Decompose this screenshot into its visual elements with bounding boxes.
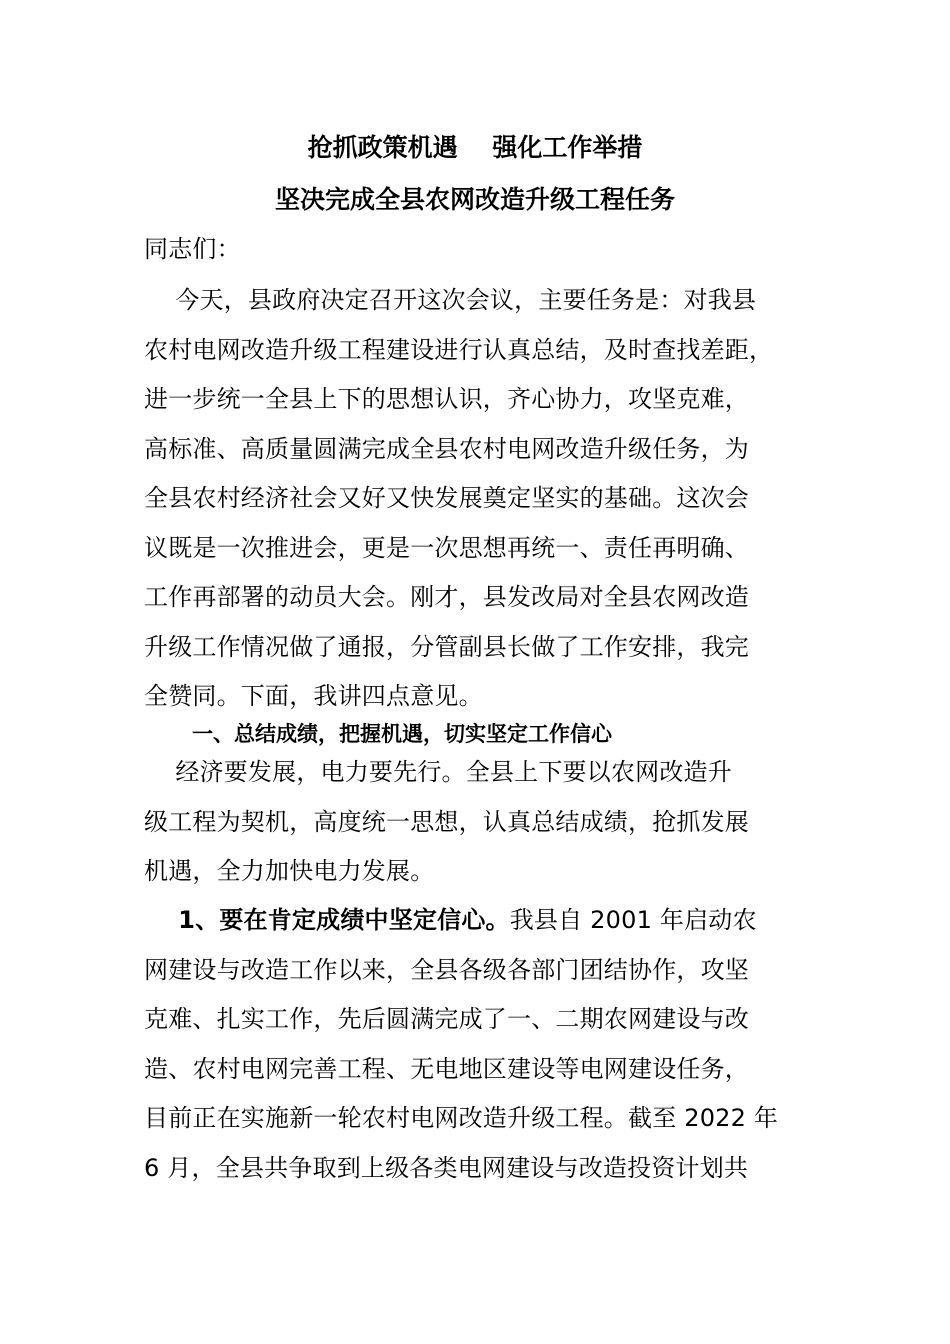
intro-line: 全县农村经济社会又好又快发展奠定坚实的基础。这次会	[144, 484, 749, 512]
section-line: 级工程为契机，高度统一思想，认真总结成绩，抢抓发展	[144, 808, 749, 836]
intro-line: 工作再部署的动员大会。刚才，县发改局对全县农网改造	[144, 583, 749, 611]
intro-line: 议既是一次推进会，更是一次思想再统一、责任再明确、	[144, 534, 749, 562]
intro-line: 农村电网改造升级工程建设进行认真总结，及时查找差距，	[144, 336, 774, 364]
salutation: 同志们：	[144, 235, 241, 263]
intro-line: 升级工作情况做了通报，分管副县长做了工作安排，我完	[144, 633, 749, 661]
section-line: 机遇，全力加快电力发展。	[144, 857, 435, 885]
intro-line: 今天，县政府决定召开这次会议，主要任务是：对我县	[144, 286, 757, 314]
intro-line: 高标准、高质量圆满完成全县农村电网改造升级任务，为	[144, 435, 749, 463]
point-line: 目前正在实施新一轮农村电网改造升级工程。截至 2022 年	[144, 1104, 779, 1132]
point-line: 克难、扎实工作，先后圆满完成了一、二期农网建设与改	[144, 1005, 749, 1033]
title-line-2: 坚决完成全县农网改造升级工程任务	[274, 185, 675, 214]
point-1-first-line	[144, 903, 814, 937]
intro-line: 进一步统一全县上下的思想认识，齐心协力，攻坚克难，	[144, 385, 749, 413]
intro-line: 全赞同。下面，我讲四点意见。	[144, 682, 483, 710]
title-line-1: 抢抓政策机遇 强化工作举措	[307, 133, 643, 162]
point-line: 造、农村电网完善工程、无电地区建设等电网建设任务，	[144, 1055, 749, 1083]
point-line: 网建设与改造工作以来，全县各级各部门团结协作，攻坚	[144, 956, 749, 984]
point-1-rest: 我县自 2001 年启动农	[509, 906, 757, 934]
section-line: 经济要发展，电力要先行。全县上下要以农网改造升	[144, 758, 732, 786]
section-heading: 一、总结成绩，把握机遇，切实坚定工作信心	[192, 721, 612, 746]
point-1-lead: 1、要在肯定成绩中坚定信心。	[144, 906, 510, 934]
point-line: 6 月，全县共争取到上级各类电网建设与改造投资计划共	[144, 1154, 749, 1182]
